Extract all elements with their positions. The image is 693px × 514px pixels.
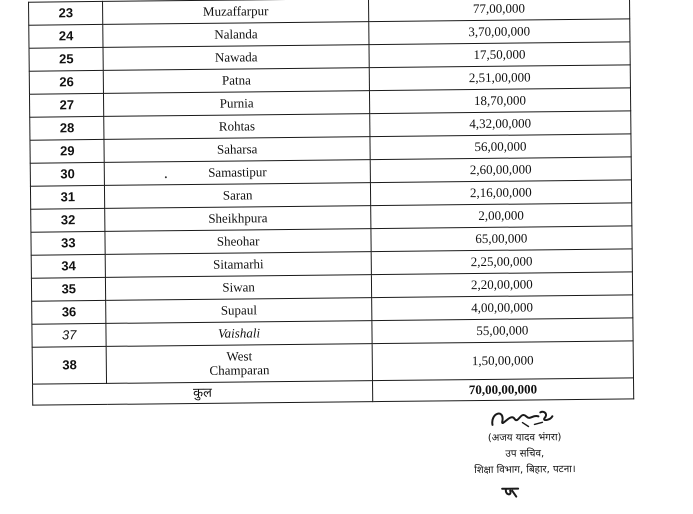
district-name: Sheikhpura (105, 206, 370, 232)
amount: 3,70,00,000 (368, 19, 630, 45)
district-name-line1: West (226, 348, 253, 364)
amount: 65,00,000 (371, 226, 633, 252)
signatory-designation: उप सचिव, (505, 448, 545, 460)
serial-number: 31 (30, 185, 105, 209)
district-name: Vaishali (106, 321, 371, 347)
serial-number: 37 (32, 323, 107, 347)
signatory-office: शिक्षा विभाग, बिहार, पटना। (474, 463, 576, 477)
amount: 2,25,00,000 (371, 249, 633, 275)
signatory-name: (अजय यादव भंगरा) (487, 432, 562, 444)
serial-number: 24 (29, 24, 104, 48)
district-name: Patna (104, 68, 369, 94)
district-name: Muzaffarpur (103, 0, 368, 24)
district-name: Saran (105, 183, 370, 209)
serial-number: 35 (31, 277, 106, 301)
serial-number: 32 (31, 208, 106, 232)
district-name (107, 344, 373, 384)
district-name: Sheohar (105, 229, 370, 255)
amount: 17,50,000 (369, 42, 631, 68)
serial-number: 27 (29, 93, 104, 117)
district-allocation-table (28, 0, 634, 406)
district-name: Saharsa (104, 137, 369, 163)
serial-number: 38 (32, 346, 107, 384)
table-row (32, 341, 633, 384)
amount: 56,00,000 (370, 134, 632, 160)
stray-dot (165, 176, 167, 178)
amount: 2,60,00,000 (370, 157, 632, 183)
district-name: Nalanda (103, 22, 368, 48)
serial-number: 25 (29, 47, 104, 71)
amount: 55,00,000 (372, 318, 634, 344)
serial-number: 34 (31, 254, 106, 278)
signatory-block (434, 406, 615, 480)
amount: 77,00,000 (368, 0, 630, 22)
district-name: Purnia (104, 91, 369, 117)
district-name: Nawada (103, 45, 368, 71)
district-name: Rohtas (104, 114, 369, 140)
amount: 4,00,00,000 (371, 295, 633, 321)
serial-number: 26 (29, 70, 104, 94)
district-name: Samastipur (105, 160, 370, 186)
serial-number: 36 (32, 300, 107, 324)
district-name: Supaul (106, 298, 371, 324)
amount: 2,00,000 (370, 203, 632, 229)
amount: 1,50,00,000 (372, 341, 634, 381)
district-name: Sitamarhi (106, 252, 371, 278)
total-amount: 70,00,00,000 (372, 378, 634, 402)
serial-number: 30 (30, 162, 105, 186)
district-name-line2: Champaran (209, 362, 270, 378)
total-label: कुल (33, 381, 373, 406)
serial-number: 28 (30, 116, 105, 140)
serial-number: 23 (29, 1, 104, 25)
amount: 2,51,00,000 (369, 65, 631, 91)
amount: 2,20,00,000 (371, 272, 633, 298)
amount: 4,32,00,000 (369, 111, 631, 137)
amount: 18,70,000 (369, 88, 631, 114)
serial-number: 29 (30, 139, 105, 163)
ink-mark (500, 485, 520, 499)
district-name: Siwan (106, 275, 371, 301)
serial-number: 33 (31, 231, 106, 255)
amount: 2,16,00,000 (370, 180, 632, 206)
